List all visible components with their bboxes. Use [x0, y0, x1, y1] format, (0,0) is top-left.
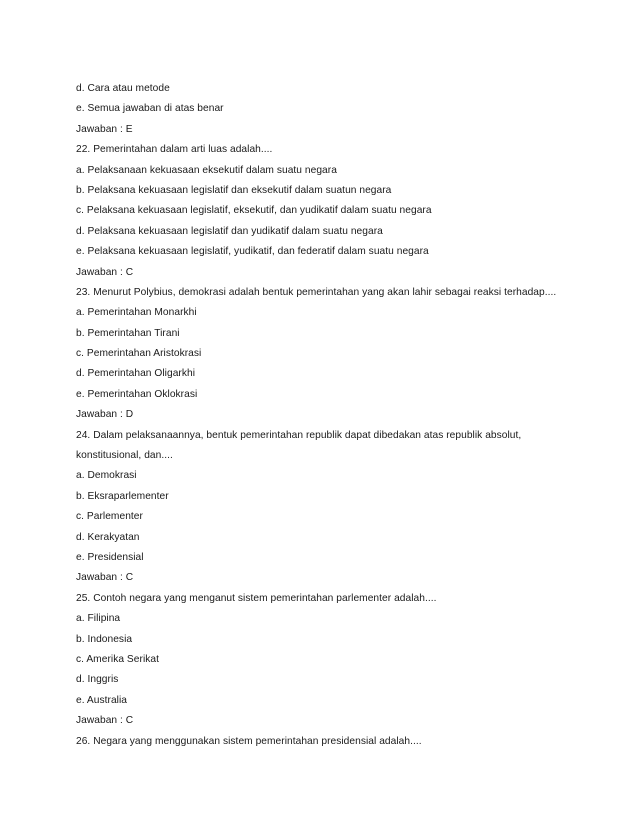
answer-option-b: b. Indonesia: [76, 633, 133, 645]
question-24: 24. Dalam pelaksanaannya, bentuk pemerintahan republik dapat dibedakan atas republik absolut,: [76, 429, 522, 441]
answer-option-a: a. Pelaksanaan kekuasaan eksekutif dalam suatu negara: [76, 164, 337, 176]
answer-option-d: d. Pemerintahan Oligarkhi: [76, 368, 196, 380]
answer-option-d: d. Inggris: [76, 674, 119, 686]
answer-option-a: a. Demokrasi: [76, 470, 137, 482]
question-25: 25. Contoh negara yang menganut sistem pemerintahan parlementer adalah....: [76, 592, 437, 604]
answer-option-d: d. Kerakyatan: [76, 531, 140, 543]
question-26: 26. Negara yang menggunakan sistem pemerintahan presidensial adalah....: [76, 735, 422, 747]
answer-key: Jawaban : C: [76, 266, 134, 278]
answer-option-c: c. Pelaksana kekuasaan legislatif, eksekutif, dan yudikatif dalam suatu negara: [76, 205, 432, 217]
answer-option-b: b. Eksraparlementer: [76, 490, 169, 502]
question-22: 22. Pemerintahan dalam arti luas adalah....: [76, 144, 273, 156]
document-body: [76, 82, 576, 755]
question-23: 23. Menurut Polybius, demokrasi adalah bentuk pemerintahan yang akan lahir sebagai reaksi terhadap....: [76, 286, 557, 298]
answer-option-e: e. Pelaksana kekuasaan legislatif, yudikatif, dan federatif dalam suatu negara: [76, 246, 429, 258]
answer-option-a: a. Filipina: [76, 613, 121, 625]
answer-option-c: c. Parlementer: [76, 511, 143, 523]
answer-option-e: e. Presidensial: [76, 551, 144, 563]
answer-option-d: d. Cara atau metode: [76, 83, 170, 94]
answer-option-c: c. Amerika Serikat: [76, 653, 159, 665]
answer-option-d: d. Pelaksana kekuasaan legislatif dan yudikatif dalam suatu negara: [76, 225, 383, 237]
answer-option-a: a. Pemerintahan Monarkhi: [76, 307, 197, 319]
answer-option-e: e. Semua jawaban di atas benar: [76, 103, 224, 115]
answer-key: Jawaban : C: [76, 715, 134, 727]
answer-option-e: e. Australia: [76, 694, 127, 706]
answer-option-b: b. Pelaksana kekuasaan legislatif dan eksekutif dalam suatun negara: [76, 184, 392, 196]
answer-option-b: b. Pemerintahan Tirani: [76, 327, 180, 339]
question-24-continued: konstitusional, dan....: [76, 450, 173, 462]
answer-option-e: e. Pemerintahan Oklokrasi: [76, 388, 198, 400]
answer-key: Jawaban : E: [76, 123, 133, 135]
answer-option-c: c. Pemerintahan Aristokrasi: [76, 348, 202, 360]
answer-key: Jawaban : D: [76, 409, 134, 421]
answer-key: Jawaban : C: [76, 572, 134, 584]
